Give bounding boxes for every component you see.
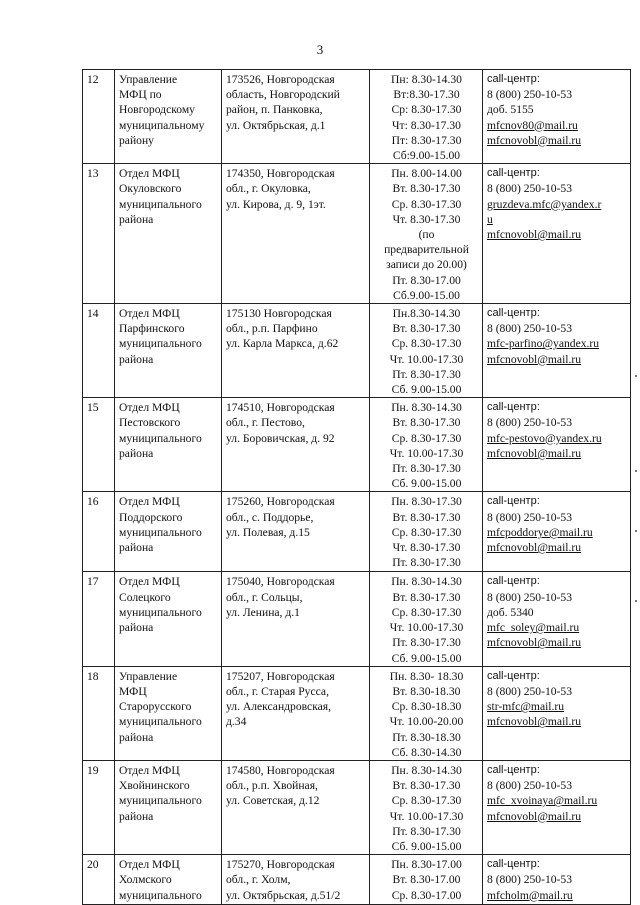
hours-line: Чт. 10.00-17.30 — [389, 352, 464, 366]
address-line: обл., г. Пестово, — [226, 416, 305, 430]
hours-line: Чт. 10.00-17.30 — [389, 621, 464, 635]
email-link[interactable]: u — [487, 212, 493, 226]
margin-speck — [635, 375, 637, 377]
working-hours-cell — [370, 572, 483, 666]
row-number-cell — [83, 304, 115, 398]
office-name-cell — [115, 666, 222, 760]
address-line: область, Новгородский — [226, 88, 340, 102]
hours-line: Вт. 8.30-17.30 — [392, 182, 461, 196]
office-name-line: муниципального — [119, 525, 202, 539]
address-line: ул. Боровичская, д. 92 — [226, 431, 335, 445]
office-name-line: району — [119, 133, 154, 147]
office-name-line: муниципального — [119, 197, 202, 211]
email-link[interactable]: mfc-pestovo@yandex.ru — [487, 431, 602, 445]
office-name-line: муниципального — [119, 715, 202, 729]
email-link[interactable]: mfcnovobl@mail.ru — [487, 446, 582, 460]
contact-cell — [483, 760, 631, 854]
hours-line: Чт: 8.30-17.30 — [392, 118, 461, 132]
hours-line: Сб. 9.00-15.00 — [391, 477, 462, 491]
address-line: обл., г. Холм, — [226, 873, 291, 887]
office-name-line: района — [119, 212, 154, 226]
address-line: ул. Октябрьская, д.1 — [226, 118, 326, 132]
address-line: 174350, Новгородская — [226, 167, 335, 181]
row-number-cell — [83, 760, 115, 854]
hours-line: Чт. 10.00-17.30 — [389, 446, 464, 460]
office-name-line: Поддорского — [119, 510, 183, 524]
office-name-line: Отдел МФЦ — [119, 307, 180, 321]
contact-cell — [483, 572, 631, 666]
address-line: район, п. Панковка, — [226, 103, 323, 117]
row-number: 16 — [87, 495, 99, 509]
email-link[interactable]: mfcpoddorye@mail.ru — [487, 525, 593, 539]
hours-line: Пт. 8.30-17.00 — [392, 273, 461, 287]
office-name-line: района — [119, 446, 154, 460]
hours-line: Сб:9.00-15.00 — [392, 149, 461, 163]
row-number-cell — [83, 492, 115, 572]
address-cell — [222, 398, 370, 492]
call-center-label: call-центр: — [487, 73, 540, 85]
office-name-line: муниципального — [119, 794, 202, 808]
office-name-line: Отдел МФЦ — [119, 401, 180, 415]
address-line: ул. Александровская, — [226, 700, 332, 714]
row-number: 13 — [87, 167, 99, 181]
hours-line: Пт. 8.30-17.30 — [392, 462, 461, 476]
email-link[interactable]: mfcnovobl@mail.ru — [487, 636, 582, 650]
hours-line: Ср. 8.30-18.30 — [391, 700, 462, 714]
hours-line: Пт. 8.30-17.30 — [392, 824, 461, 838]
address-line: 173526, Новгородская — [226, 73, 335, 86]
address-line: обл., г. Сольцы, — [226, 590, 303, 604]
working-hours-cell — [370, 398, 483, 492]
row-number: 18 — [87, 669, 99, 683]
row-number: 14 — [87, 307, 99, 321]
email-link[interactable]: mfcnov80@mail.ru — [487, 118, 578, 132]
address-line: ул. Полевая, д.15 — [226, 525, 310, 539]
page-number: 3 — [316, 42, 324, 57]
office-name-line: Управление — [119, 669, 178, 683]
address-line: ул. Карла Маркса, д.62 — [226, 337, 339, 351]
contact-cell — [483, 492, 631, 572]
office-name-cell — [115, 70, 222, 164]
working-hours-cell — [370, 760, 483, 854]
contact-cell — [483, 398, 631, 492]
row-number: 12 — [87, 73, 99, 86]
call-center-label: call-центр: — [487, 495, 540, 508]
table-row — [83, 304, 631, 398]
hours-line: Ср. 8.30-17.30 — [391, 525, 462, 539]
address-cell — [222, 304, 370, 398]
row-number-cell — [83, 572, 115, 666]
hours-line: (по — [418, 228, 435, 242]
working-hours-cell — [370, 855, 483, 905]
contact-line: 8 (800) 250-10-53 — [487, 510, 573, 524]
email-link[interactable]: mfcnovobl@mail.ru — [487, 133, 582, 147]
hours-line: Вт. 8.30-17.30 — [392, 590, 461, 604]
contact-line: 8 (800) 250-10-53 — [487, 873, 573, 887]
contact-line: доб. 5340 — [487, 605, 534, 619]
office-name-line: Отдел МФЦ — [119, 575, 180, 589]
contact-line: 8 (800) 250-10-53 — [487, 416, 573, 430]
address-cell — [222, 760, 370, 854]
office-name-cell — [115, 572, 222, 666]
office-name-line: Отдел МФЦ — [119, 763, 180, 777]
hours-line: Ср. 8.30-17.30 — [391, 337, 462, 351]
address-line: 175040, Новгородская — [226, 575, 335, 589]
office-name-line: Окуловского — [119, 182, 182, 196]
office-name-line: муниципального — [119, 888, 202, 902]
table-row — [83, 855, 631, 905]
hours-line: Пн. 8.30-14.30 — [391, 575, 462, 589]
hours-line: Вт. 8.30-17.30 — [392, 322, 461, 336]
table-body — [83, 70, 631, 905]
address-line: 174580, Новгородская — [226, 763, 335, 777]
row-number: 19 — [87, 763, 99, 777]
address-line: 175270, Новгородская — [226, 858, 335, 872]
office-name-line: Парфинского — [119, 322, 185, 336]
address-line: 175130 Новгородская — [226, 307, 332, 321]
row-number-cell — [83, 70, 115, 164]
call-center-label: call-центр: — [487, 307, 540, 320]
row-number-cell — [83, 666, 115, 760]
call-center-label: call-центр: — [487, 763, 540, 776]
working-hours-cell — [370, 70, 483, 164]
hours-line: Ср. 8.30-17.30 — [391, 431, 462, 445]
hours-line: Сб. 9.00-15.00 — [391, 651, 462, 665]
contact-cell — [483, 855, 631, 905]
table-row — [83, 572, 631, 666]
working-hours-cell — [370, 164, 483, 304]
office-name-line: Холмского — [119, 873, 172, 887]
office-name-line: района — [119, 730, 154, 744]
hours-line: Пн.8.30-14.30 — [392, 307, 461, 321]
email-link[interactable]: mfcholm@mail.ru — [487, 888, 573, 902]
hours-line: Пт. 8.30-17.30 — [392, 367, 461, 381]
contact-cell — [483, 164, 631, 304]
office-name-cell — [115, 492, 222, 572]
hours-line: Чт. 10.00-20.00 — [389, 715, 464, 729]
hours-line: Сб. 9.00-15.00 — [391, 839, 462, 853]
address-line: обл., г. Старая Русса, — [226, 684, 329, 698]
hours-line: Ср. 8.30-17.00 — [391, 888, 462, 902]
office-name-line: МФЦ — [119, 684, 147, 698]
address-line: обл., с. Поддорье, — [226, 510, 314, 524]
hours-line: Пт. 8.30-17.30 — [392, 556, 461, 570]
call-center-label: call-центр: — [487, 167, 540, 180]
hours-line: Вт. 8.30-17.00 — [392, 873, 461, 887]
office-name-line: Управление — [119, 73, 178, 86]
working-hours-cell — [370, 666, 483, 760]
contact-line: 8 (800) 250-10-53 — [487, 88, 573, 102]
contact-line: 8 (800) 250-10-53 — [487, 182, 573, 196]
address-line: д.34 — [226, 715, 247, 729]
address-cell — [222, 572, 370, 666]
hours-line: Пн. 8.00-14.00 — [391, 167, 462, 181]
contact-line: 8 (800) 250-10-53 — [487, 322, 573, 336]
table-row — [83, 760, 631, 854]
office-name-line: муниципальному — [119, 118, 205, 132]
office-name-line: Старорусского — [119, 700, 192, 714]
hours-line: Пн. 8.30-14.30 — [391, 763, 462, 777]
address-cell — [222, 666, 370, 760]
hours-line: Сб. 8.30-14.30 — [391, 745, 462, 759]
address-cell — [222, 855, 370, 905]
office-name-line: Пестовского — [119, 416, 181, 430]
table-row — [83, 164, 631, 304]
address-cell — [222, 70, 370, 164]
row-number-cell — [83, 855, 115, 905]
email-link[interactable]: mfc_xvoinaya@mail.ru — [487, 794, 598, 808]
table-row — [83, 70, 631, 164]
hours-line: предварительной — [384, 243, 469, 257]
office-name-cell — [115, 164, 222, 304]
office-name-line: муниципального — [119, 605, 202, 619]
office-name-line: Новгородскому — [119, 103, 195, 117]
hours-line: Чт. 8.30-17.30 — [392, 541, 461, 555]
email-link[interactable]: mfcnovobl@mail.ru — [487, 228, 582, 242]
address-line: обл., р.п. Парфино — [226, 322, 318, 336]
contact-cell — [483, 304, 631, 398]
row-number-cell — [83, 164, 115, 304]
address-line: обл., г. Окуловка, — [226, 182, 311, 196]
contact-line: доб. 5155 — [487, 103, 534, 117]
hours-line: записи до 20.00) — [386, 258, 467, 272]
address-line: обл., р.п. Хвойная, — [226, 779, 318, 793]
contact-cell — [483, 666, 631, 760]
hours-line: Пн. 8.30- 18.30 — [389, 669, 464, 683]
office-name-line: района — [119, 621, 154, 635]
address-line: 175207, Новгородская — [226, 669, 335, 683]
office-name-line: района — [119, 352, 154, 366]
margin-speck — [635, 600, 637, 602]
hours-line: Сб. 9.00-15.00 — [391, 383, 462, 397]
contact-line: 8 (800) 250-10-53 — [487, 684, 573, 698]
address-line: ул. Кирова, д. 9, 1эт. — [226, 197, 326, 211]
email-link[interactable]: mfc-parfino@yandex.ru — [487, 337, 600, 351]
row-number-cell — [83, 398, 115, 492]
hours-line: Ср. 8.30-17.30 — [391, 794, 462, 808]
table-row — [83, 492, 631, 572]
call-center-label: call-центр: — [487, 858, 540, 871]
hours-line: Вт:8.30-17.30 — [393, 88, 460, 102]
address-line: ул. Советская, д.12 — [226, 794, 320, 808]
email-link[interactable]: mfc_soley@mail.ru — [487, 621, 580, 635]
email-link[interactable]: mfcnovobl@mail.ru — [487, 352, 582, 366]
table-row — [83, 398, 631, 492]
office-name-cell — [115, 760, 222, 854]
email-link[interactable]: gruzdeva.mfc@yandex.r — [487, 197, 602, 211]
hours-line: Пн: 8.30-14.30 — [391, 73, 462, 86]
address-cell — [222, 164, 370, 304]
hours-line: Вт. 8.30-17.30 — [392, 416, 461, 430]
table-row — [83, 666, 631, 760]
office-name-line: Отдел МФЦ — [119, 858, 180, 872]
row-number: 17 — [87, 575, 99, 589]
hours-line: Пт: 8.30-17.30 — [391, 133, 462, 147]
working-hours-cell — [370, 492, 483, 572]
hours-line: Пт. 8.30-17.30 — [392, 636, 461, 650]
hours-line: Пт. 8.30-18.30 — [392, 730, 461, 744]
address-line: ул. Октябрьская, д.51/2 — [226, 888, 341, 902]
office-name-line: Хвойнинского — [119, 779, 190, 793]
office-name-line: Солецкого — [119, 590, 171, 604]
mfc-offices-table — [82, 69, 631, 905]
hours-line: Ср: 8.30-17.30 — [391, 103, 462, 117]
email-link[interactable]: str-mfc@mail.ru — [487, 700, 565, 714]
email-link[interactable]: mfcnovobl@mail.ru — [487, 541, 582, 555]
hours-line: Чт. 8.30-17.30 — [392, 212, 461, 226]
row-number: 15 — [87, 401, 99, 415]
margin-speck — [635, 530, 637, 532]
hours-line: Ср. 8.30-17.30 — [391, 197, 462, 211]
hours-line: Пн. 8.30-17.00 — [391, 858, 462, 872]
office-name-line: района — [119, 809, 154, 823]
office-name-cell — [115, 855, 222, 905]
contact-line: 8 (800) 250-10-53 — [487, 779, 573, 793]
margin-speck — [635, 470, 637, 472]
office-name-line: Отдел МФЦ — [119, 167, 180, 181]
address-line: 174510, Новгородская — [226, 401, 335, 415]
email-link[interactable]: mfcnovobl@mail.ru — [487, 715, 582, 729]
call-center-label: call-центр: — [487, 669, 540, 682]
call-center-label: call-центр: — [487, 575, 540, 588]
address-line: 175260, Новгородская — [226, 495, 335, 509]
hours-line: Вт. 8.30-17.30 — [392, 779, 461, 793]
office-name-cell — [115, 304, 222, 398]
hours-line: Вт. 8.30-17.30 — [392, 510, 461, 524]
address-line: ул. Ленина, д.1 — [226, 605, 300, 619]
office-name-line: МФЦ по — [119, 88, 162, 102]
hours-line: Ср. 8.30-17.30 — [391, 605, 462, 619]
email-link[interactable]: mfcnovobl@mail.ru — [487, 809, 582, 823]
hours-line: Чт. 10.00-17.30 — [389, 809, 464, 823]
hours-line: Пн. 8.30-17.30 — [391, 495, 462, 509]
hours-line: Сб.9.00-15.00 — [393, 288, 460, 302]
working-hours-cell — [370, 304, 483, 398]
contact-line: 8 (800) 250-10-53 — [487, 590, 573, 604]
office-name-line: муниципального — [119, 431, 202, 445]
contact-cell — [483, 70, 631, 164]
office-name-line: Отдел МФЦ — [119, 495, 180, 509]
hours-line: Вт. 8.30-18.30 — [392, 684, 461, 698]
address-cell — [222, 492, 370, 572]
office-name-line: района — [119, 541, 154, 555]
office-name-line: муниципального — [119, 337, 202, 351]
hours-line: Пн. 8.30-14.30 — [391, 401, 462, 415]
office-name-cell — [115, 398, 222, 492]
row-number: 20 — [87, 858, 99, 872]
call-center-label: call-центр: — [487, 401, 540, 414]
